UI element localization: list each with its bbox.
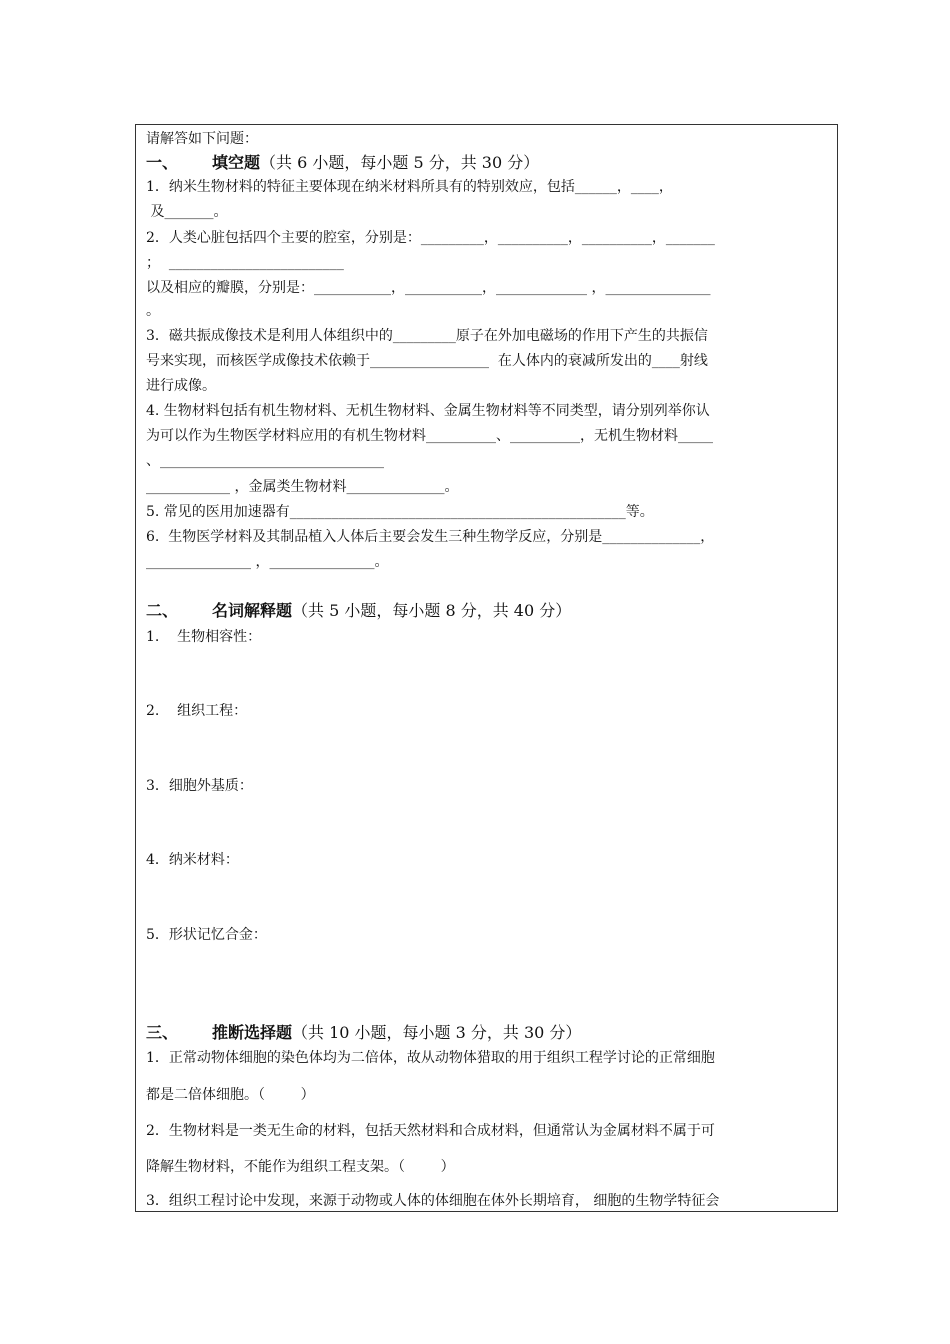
s1-line: 及_______。: [146, 204, 228, 220]
section3-heading: [146, 1021, 829, 1045]
s1-line: 2．人类心脏包括四个主要的腔室，分别是：_________，__________，__________，_______: [146, 230, 715, 246]
s3-line: 2．生物材料是一类无生命的材料，包括天然材料和合成材料，但通常认为金属材料不属于可: [146, 1123, 715, 1139]
s1-line: 号来实现，而核医学成像技术依赖于_________________ 在人体内的衰减所发出的____射线: [146, 353, 708, 369]
s3-line: 3．组织工程讨论中发现，来源于动物或人体的体细胞在体外长期培育， 细胞的生物学特征会: [146, 1193, 720, 1209]
s1-line: 6. 生物医学材料及其制品植入人体后主要会发生三种生物学反应，分别是______________，: [146, 529, 715, 545]
section2-title: 名词解释题: [212, 601, 293, 620]
section2-heading: [146, 599, 829, 623]
section3-meta: （共 10 小题，每小题 3 分，共 30 分）: [292, 1023, 582, 1042]
s1-line: 、________________________________: [146, 453, 384, 469]
section2-number: 二、: [146, 601, 179, 620]
section2-meta: （共 5 小题，每小题 8 分，共 40 分）: [292, 601, 572, 620]
s3-line: 都是二倍体细胞。（ ）: [146, 1087, 315, 1103]
s1-line: 3．磁共振成像技术是利用人体组织中的_________原子在外加电磁场的作用下产生的共振信: [146, 328, 708, 344]
s2-item: 5．形状记忆合金：: [146, 927, 267, 943]
section1-number: 一、: [146, 153, 179, 172]
section1-heading: [146, 151, 829, 175]
intro-text: 请解答如下问题：: [146, 131, 258, 147]
s1-line: ； _________________________: [146, 255, 344, 271]
s1-line: 以及相应的瓣膜，分别是：___________，___________，_____________ ，_______________: [146, 280, 711, 296]
s1-line: 进行成像。: [146, 378, 216, 394]
s2-item: 3．细胞外基质：: [146, 778, 253, 794]
s2-item: 4．纳米材料：: [146, 852, 239, 868]
s3-line: 1．正常动物体细胞的染色体均为二倍体，故从动物体猎取的用于组织工程学讨论的正常细胞: [146, 1050, 715, 1066]
section3-title: 推断选择题: [212, 1023, 293, 1042]
s1-line: 5. 常见的医用加速器有________________________________________________等。: [146, 504, 654, 520]
section1-title: 填空题: [212, 153, 261, 172]
s1-line: 。: [146, 303, 160, 319]
s1-line: ____________ ，金属类生物材料______________。: [146, 479, 459, 495]
section1-meta: （共 6 小题，每小题 5 分，共 30 分）: [260, 153, 540, 172]
s2-item: 2. 组织工程：: [146, 703, 248, 719]
s1-line: 1．纳米生物材料的特征主要体现在纳米材料所具有的特别效应，包括______，____，: [146, 179, 673, 195]
s2-item: 1. 生物相容性：: [146, 629, 262, 645]
exam-frame: [135, 124, 838, 1212]
s1-line: 4. 生物材料包括有机生物材料、无机生物材料、金属生物材料等不同类型，请分别列举你认: [146, 403, 710, 419]
s1-line: _______________ ，_______________。: [146, 554, 389, 570]
section3-number: 三、: [146, 1023, 179, 1042]
s1-line: 为可以作为生物医学材料应用的有机生物材料__________、__________，无机生物材料_____: [146, 428, 713, 444]
s3-line: 降解生物材料，不能作为组织工程支架。（ ）: [146, 1159, 455, 1175]
